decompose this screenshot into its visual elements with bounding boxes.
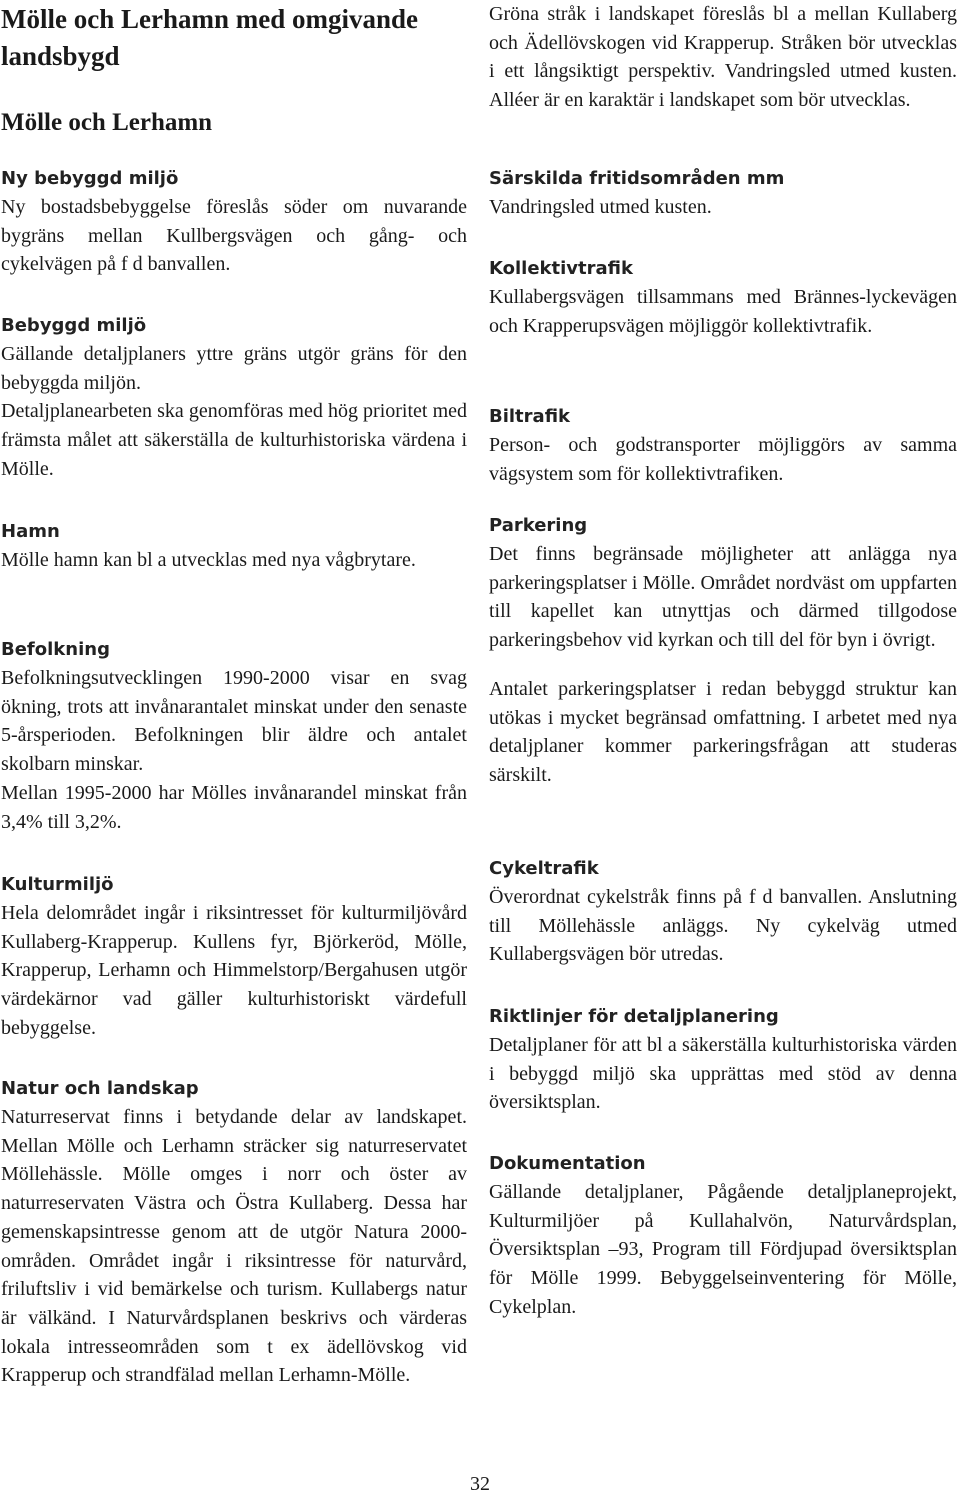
page-title: Mölle och Lerhamn med omgivande landsbygd xyxy=(1,4,418,71)
section-heading: Riktlinjer för detaljplanering xyxy=(489,1006,779,1027)
section-text: Ny bostadsbebyggelse föreslås söder om nuvarande bygräns mellan Kullbergsvägen och gång- och cykelvägen på f d banvallen. xyxy=(1,196,467,276)
section-text: Antalet parkeringsplatser i redan bebyggd struktur kan utökas i mycket begränsad omfattning. I arbetet med nya detaljplaner kommer parkeringsfrågan att studeras särskilt. xyxy=(489,677,957,786)
section-text: Gällande detaljplaner, Pågående detaljplaneprojekt, Kulturmiljöer på Kullahalvön, Naturvårdsplan, Översiktsplan –93, Program till Fördjupad översiktsplan för Mölle 1999. Bebyggelseinventering för Mölle, Cykelplan. xyxy=(489,1181,957,1318)
section-text: Detaljplaner för att bl a säkerställa kulturhistoriska värden i bebyggd miljö ska upprättas med stöd av denna översiktsplan. xyxy=(489,1034,957,1114)
section-text: Hela delområdet ingår i riksintresset för kulturmiljövård Kullaberg-Krapperup. Kullens fyr, Björkeröd, Mölle, Krapperup, Lerhamn och Himmelstorp/Bergahusen utgör värdekärnor vad gäller kulturhistoriskt värdefull bebyggelse. xyxy=(1,902,467,1039)
section-befolkning xyxy=(1,636,467,836)
section-heading: Cykeltrafik xyxy=(489,858,599,879)
section-text: Person- och godstransporter möjliggörs av samma vägsystem som för kollektivtrafiken. xyxy=(489,434,957,485)
section-heading: Parkering xyxy=(489,515,588,536)
section-text: Kullabergsvägen tillsammans med Brännes-lyckevägen och Krapperupsvägen möjliggör kollektivtrafik. xyxy=(489,286,957,337)
section-heading: Biltrafik xyxy=(489,406,570,427)
section-heading: Natur och landskap xyxy=(1,1078,199,1099)
section-heading: Särskilda fritidsområden mm xyxy=(489,168,785,189)
section-text: Det finns begränsade möjligheter att anlägga nya parkeringsplatser i Mölle. Området nordväst om uppfarten till kapellet kan utnyttjas och därmed tillgodose parkeringsbehov vid kyrkan och till del för byn i övrigt. xyxy=(489,543,957,652)
section-grona-strak xyxy=(489,0,957,115)
section-natur-och-landskap xyxy=(1,1075,467,1390)
section-text: Vandringsled utmed kusten. xyxy=(489,196,712,218)
section-heading: Dokumentation xyxy=(489,1153,646,1174)
section-dokumentation xyxy=(489,1150,957,1322)
section-sarskilda-fritidsomraden xyxy=(489,165,957,222)
section-text: Mölle hamn kan bl a utvecklas med nya vågbrytare. xyxy=(1,549,416,571)
section-parkering xyxy=(489,512,957,790)
left-column xyxy=(1,0,467,1387)
section-text: Gällande detaljplaners yttre gräns utgör gräns för den bebyggda miljön. xyxy=(1,343,467,394)
section-heading: Befolkning xyxy=(1,639,110,660)
section-kollektivtrafik xyxy=(489,255,957,340)
page-subtitle: Mölle och Lerhamn xyxy=(1,109,213,136)
section-heading: Bebyggd miljö xyxy=(1,315,147,336)
page-number: 32 xyxy=(470,1473,490,1495)
section-text: Naturreservat finns i betydande delar av landskapet. Mellan Mölle och Lerhamn sträcker sig naturreservatet Möllehässle. Mölle omges i norr och öster av naturreservaten Västra och Östra Kullaberg. Dessa har gemenskapsintresse genom att de utgör Natura 2000-områden. Området ingår i riksintresse för naturvård, friluftsliv i vid bemärkelse och turism. Kullabergs natur är välkänd. I Naturvårdsplanen beskrivs och värderas lokala intresseområden som t ex ädellövskog vid Krapperup och strandfälad mellan Lerhamn-Mölle. xyxy=(1,1106,467,1387)
section-heading: Hamn xyxy=(1,521,60,542)
section-heading: Kollektivtrafik xyxy=(489,258,633,279)
section-text: Överordnat cykelstråk finns på f d banvallen. Anslutning till Möllehässle anläggs. Ny cykelväg utmed Kullabergsvägen bör utredas. xyxy=(489,886,957,966)
section-bebyggd-miljo xyxy=(1,312,467,484)
section-text: Detaljplanearbeten ska genomföras med hög prioritet med främsta målet att säkerställa de kulturhistoriska värdena i Mölle. xyxy=(1,400,467,480)
section-text: Befolkningsutvecklingen 1990-2000 visar en svag ökning, trots att invånarantalet minskat under den senaste 5-årsperioden. Befolkningen blir äldre och antalet skolbarn minskar. xyxy=(1,667,467,776)
section-kulturmiljo xyxy=(1,871,467,1043)
section-heading: Ny bebyggd miljö xyxy=(1,168,179,189)
section-text: Gröna stråk i landskapet föreslås bl a mellan Kullaberg och Ädellövskogen vid Krapperup. Stråken bör utvecklas i ett långsiktigt perspektiv. Vandringsled utmed kusten. Alléer är en karaktär i landskapet som bör utvecklas. xyxy=(489,3,957,112)
section-ny-bebyggd-miljo xyxy=(1,165,467,279)
section-riktlinjer-detaljplanering xyxy=(489,1003,957,1117)
section-text: Mellan 1995-2000 har Mölles invånarandel minskat från 3,4% till 3,2%. xyxy=(1,781,467,833)
section-cykeltrafik xyxy=(489,855,957,969)
section-biltrafik xyxy=(489,403,957,488)
section-heading: Kulturmiljö xyxy=(1,874,114,895)
section-hamn xyxy=(1,518,467,575)
